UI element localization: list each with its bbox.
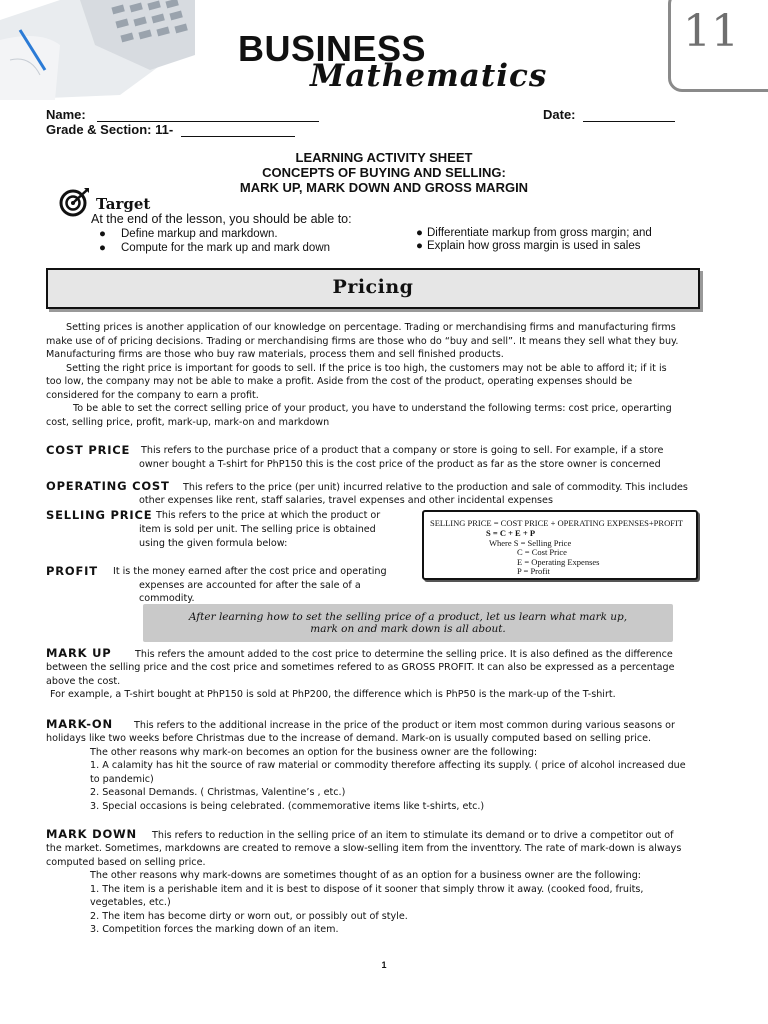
text-line: Setting prices is another application of our knowledge on percentage. Trading or merchandising firms and manufacturing firms — [66, 322, 676, 333]
text-line: too low, the company may not be able to make a profit. Aside from the cost of the product, operating expenses should be — [46, 376, 633, 387]
objective-bullet-1: ● — [99, 228, 106, 240]
objective-bullet-2: ● — [99, 242, 106, 254]
selling-price-line-2: item is sold per unit. The selling price is obtained — [139, 524, 376, 535]
sheet-title-1: LEARNING ACTIVITY SHEET — [295, 150, 473, 165]
list-item: vegetables, etc.) — [90, 897, 171, 908]
text-line: above the cost. — [46, 675, 121, 687]
text-line: For example, a T-shirt bought at PhP150 is sold at PhP200, the difference which is PhP50 is the mark-up of the T-shirt. — [50, 689, 616, 700]
date-line[interactable] — [583, 109, 675, 122]
objective-bullet-4: ● — [416, 240, 423, 252]
sheet-title-3: MARK UP, MARK DOWN AND GROSS MARGIN — [239, 180, 529, 195]
page-number: 1 — [381, 960, 387, 970]
text-line: make use of of pricing decisions. Trading or merchandising firms are those who do “buy and sell”. It means they sell what they buy. — [46, 335, 679, 347]
name-label: Name: — [46, 107, 86, 122]
text-line: cost, selling price, profit, mark-up, mark-on and markdown — [46, 416, 330, 428]
formula-line-2: S = C + E + P — [486, 528, 536, 538]
formula-line-3: Where S = Selling Price — [489, 538, 572, 548]
list-item: 2. The item has become dirty or worn out, or possibly out of style. — [90, 910, 408, 922]
text-line: the market. Sometimes, markdowns are created to remove a slow-selling item from the inventtory. The rate of mark-down is always — [46, 843, 682, 854]
banner-line-1: After learning how to set the selling price of a product, let us learn what mark up, — [188, 611, 628, 623]
term-mark-up: MARK UP — [46, 646, 112, 660]
grade-section-field[interactable] — [46, 122, 295, 137]
selling-price-line-1: This refers to the price at which the product or — [156, 510, 381, 521]
title-mathematics: Mathematics — [310, 58, 548, 94]
term-mark-on: MARK-ON — [46, 717, 113, 731]
formula-line-4: C = Cost Price — [517, 547, 567, 557]
text-line: between the selling price and the cost price and sometimes refered to as GROSS PROFIT. It can also be expressed as a percentage — [46, 662, 675, 673]
operating-cost-line-2: other expenses like rent, staff salaries, travel expenses and other incidental expenses — [139, 495, 553, 506]
mark-up-body — [46, 661, 746, 702]
text-line: holidays like two weeks before Christmas due to the increase of demand. Mark-on is usually computed based on selling price. — [46, 733, 652, 744]
list-item: to pandemic) — [90, 773, 154, 785]
mark-down-line-1: This refers to reduction in the selling price of an item to stimulate its demand or to drive a competitor out of — [152, 830, 674, 841]
target-icon — [58, 187, 90, 222]
objective-2: Compute for the mark up and mark down — [121, 242, 331, 254]
text-line: To be able to set the correct selling price of your product, you have to understand the following terms: cost price, operarting — [73, 403, 672, 414]
list-item: 3. Competition forces the marking down of an item. — [90, 924, 339, 935]
calculator-image — [0, 0, 195, 100]
mark-on-line-1: This refers to the additional increase in the price of the product or item most common during various seasons or — [134, 720, 675, 731]
list-item: 3. Special occasions is being celebrated. (commemorative items like t-shirts, etc.) — [90, 800, 485, 812]
selling-price-line-3: using the given formula below: — [139, 538, 288, 549]
term-selling-price: SELLING PRICE — [46, 508, 153, 522]
mark-on-body — [46, 732, 746, 813]
term-operating-cost: OPERATING COST — [46, 479, 170, 493]
operating-cost-line-1: This refers to the price (per unit) incurred relative to the production and sale of commodity. This includes — [183, 482, 688, 493]
text-line: The other reasons why mark-downs are sometimes thought of as an option for a business owner are the following: — [90, 870, 642, 881]
objective-1: Define markup and markdown. — [121, 228, 278, 240]
objective-4: Explain how gross margin is used in sales — [427, 240, 641, 252]
formula-line-1: SELLING PRICE = COST PRICE + OPERATING EXPENSES+PROFIT — [430, 518, 683, 528]
target-heading: Target — [96, 195, 151, 213]
cost-price-line-2: owner bought a T-shirt for PhP150 this is the cost price of the product as far as the store owner is concerned — [139, 459, 661, 470]
text-line: computed based on selling price. — [46, 856, 206, 868]
name-line[interactable] — [97, 109, 319, 122]
mark-up-line-1: This refers the amount added to the cost price to determine the selling price. It is also defined as the difference — [135, 649, 673, 660]
intro-paragraph-1 — [46, 321, 736, 429]
profit-line-3: commodity. — [139, 593, 195, 604]
text-line: Manufacturing firms are those who buy raw materials, process them and sell finished products. — [46, 349, 504, 360]
profit-line-1: It is the money earned after the cost price and operating — [113, 566, 387, 577]
profit-line-2: expenses are accounted for after the sale of a — [139, 580, 361, 591]
term-profit: PROFIT — [46, 564, 98, 578]
objective-bullet-3: ● — [416, 227, 423, 239]
formula-line-6: P = Profit — [517, 566, 550, 576]
list-item: 1. A calamity has hit the source of raw material or commodity therefore affecting its supply. ( price of alcohol increased due — [90, 760, 686, 771]
grade-number: 11 — [683, 6, 739, 57]
text-line: The other reasons why mark-on becomes an option for the business owner are the following: — [90, 746, 538, 758]
grade-section-line[interactable] — [181, 124, 295, 137]
banner-line-2: mark on and mark down is all about. — [310, 623, 506, 635]
formula-line-5: E = Operating Expenses — [517, 557, 600, 567]
text-line: considered for the company to earn a profit. — [46, 389, 259, 401]
grade-section-label: Grade & Section: 11- — [46, 122, 174, 137]
term-mark-down: MARK DOWN — [46, 827, 137, 841]
title-business: BUSINESS — [238, 28, 427, 69]
term-cost-price: COST PRICE — [46, 443, 131, 457]
cost-price-line-1: This refers to the purchase price of a product that a company or store is going to sell. For example, if a store — [141, 445, 664, 456]
text-line: Setting the right price is important for goods to sell. If the price is too high, the customers may not be able to afford it; if it is — [66, 362, 667, 374]
target-intro: At the end of the lesson, you should be able to: — [91, 212, 352, 226]
mark-down-body — [46, 842, 746, 937]
list-item: 2. Seasonal Demands. ( Christmas, Valentine’s , etc.) — [90, 787, 346, 798]
list-item: 1. The item is a perishable item and it is best to dispose of it sooner that simply throw it away. (cooked food, fruits, — [90, 883, 644, 895]
pricing-title: Pricing — [332, 276, 414, 298]
objective-3: Differentiate markup from gross margin; and — [427, 227, 652, 239]
date-field[interactable] — [543, 107, 675, 122]
name-field[interactable] — [46, 107, 319, 122]
transition-banner-text — [143, 611, 673, 635]
date-label: Date: — [543, 107, 576, 122]
sheet-title-2: CONCEPTS OF BUYING AND SELLING: — [262, 165, 506, 180]
